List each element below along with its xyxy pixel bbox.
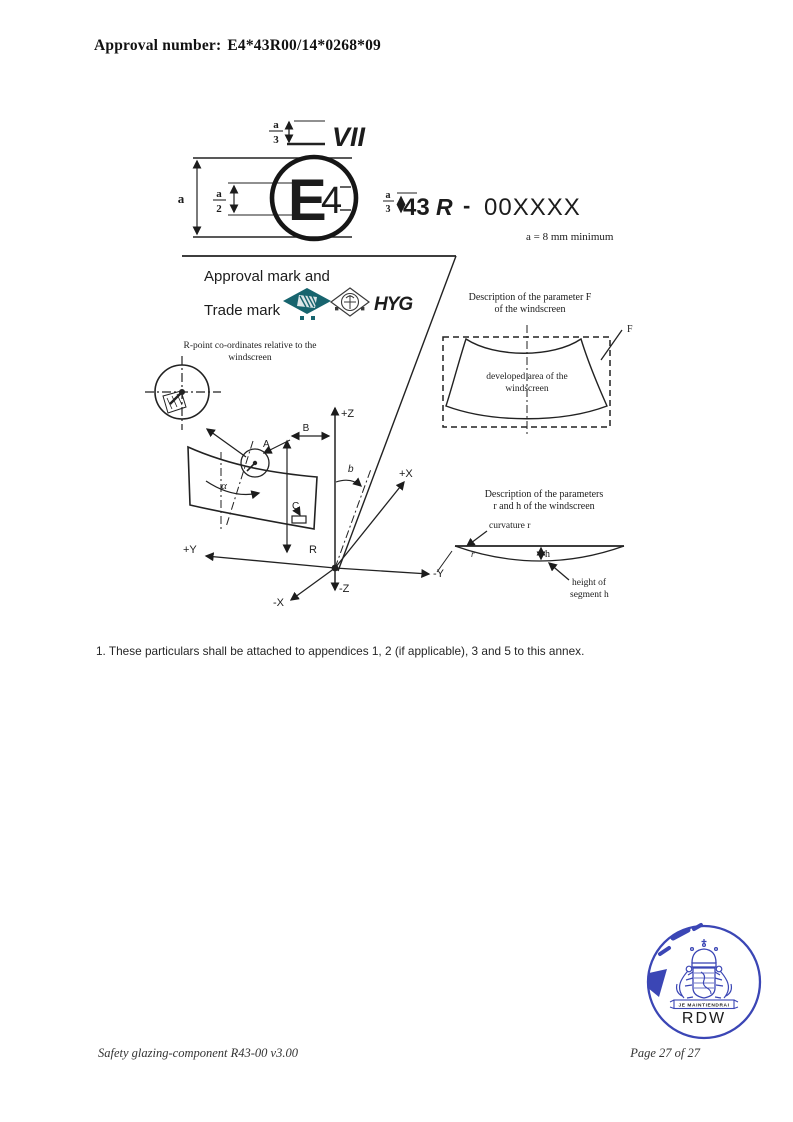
label-r: r: [471, 549, 475, 559]
code-serial: 00XXXX: [484, 194, 581, 221]
rpoint-caption-2: windscreen: [228, 353, 272, 363]
param-f-title-2: of the windscreen: [494, 304, 566, 315]
rdw-lion-icon: [677, 966, 693, 998]
rdw-crown-icon: [691, 939, 718, 967]
emark-main: [178, 157, 356, 239]
axis-ny-label: -Y: [433, 568, 444, 580]
rdw-name-text: RDW: [681, 1010, 727, 1027]
teal-diamond-logo-icon: [283, 288, 331, 320]
frac-a2-num: a: [216, 188, 222, 200]
developed-area-1: developed area of the: [486, 372, 568, 382]
param-f-diagram: [443, 292, 633, 437]
dim-b-label: B: [302, 423, 310, 434]
rdw-shield-icon: [693, 968, 715, 998]
hyg-logo-text: HYG: [374, 294, 413, 315]
param-rh-diagram: [437, 489, 624, 600]
rdw-logo: [638, 920, 768, 1044]
dim-c-label: C: [292, 501, 300, 512]
axis-py-label: +Y: [183, 544, 197, 556]
angle-b-label: b: [348, 464, 354, 475]
param-f-title-1: Description of the parameter F: [468, 292, 592, 303]
variant-label: VII: [332, 122, 366, 152]
rhombus-globe-logo-icon: [331, 288, 369, 316]
frac-a3-num: a: [273, 119, 279, 131]
rdw-motto-text: JE MAINTIENDRAI: [678, 1003, 730, 1009]
min-size-note: a = 8 mm minimum: [526, 231, 614, 243]
callout-line2: Trade mark: [204, 302, 281, 319]
code-dash: -: [463, 193, 471, 218]
callout: [182, 256, 456, 571]
developed-area-2: windscreen: [505, 384, 549, 394]
dim-a-label: a: [177, 191, 185, 206]
approval-number-line: [94, 37, 381, 55]
rpoint-caption-1: R-point co-ordinates relative to the: [183, 341, 317, 351]
label-h: h: [545, 549, 550, 560]
param-rh-title-2: r and h of the windscreen: [493, 501, 595, 512]
dim-a-point-label: A: [263, 439, 270, 450]
code-43: 43: [403, 194, 430, 221]
footer-page-number: Page 27 of 27: [630, 1046, 700, 1060]
frac-a3-den: 3: [273, 134, 279, 146]
axis-pz-label: +Z: [341, 408, 355, 420]
footnote-text: 1. These particulars shall be attached to appendices 1, 2 (if applicable), 3 and 5 to this annex.: [96, 644, 585, 658]
label-f: F: [627, 324, 633, 335]
approval-number-label: Approval number:: [94, 37, 222, 54]
code-r: R: [436, 194, 453, 220]
height-label-1: height of: [572, 578, 607, 588]
footer-document-id: Safety glazing-component R43-00 v3.00: [98, 1046, 298, 1060]
callout-line1: Approval mark and: [204, 268, 330, 285]
axis-px-label: +X: [399, 468, 413, 480]
windscreen-3d: [188, 441, 317, 532]
emark-number-4: 4: [321, 180, 343, 222]
curvature-label: curvature r: [489, 521, 531, 531]
rdw-swoosh-fill: [648, 969, 667, 997]
axes-group: [183, 408, 445, 609]
emark-size-sample: [269, 119, 366, 152]
frac-a2-den: 2: [216, 203, 222, 215]
frac-a3b-den: 3: [385, 204, 391, 215]
emark-code: [383, 190, 614, 243]
origin-r-label: R: [309, 544, 317, 556]
approval-number-value: E4*43R00/14*0268*09: [227, 37, 381, 54]
axis-nz-label: -Z: [339, 583, 350, 595]
frac-a3b-num: a: [385, 190, 391, 201]
rpoint-group: [145, 341, 316, 457]
technical-drawing: [0, 95, 793, 630]
alpha-angle-label: α: [221, 480, 227, 492]
param-rh-title-1: Description of the parameters: [484, 489, 604, 500]
height-label-2: segment h: [570, 590, 609, 600]
emark-letter-e: E: [288, 168, 327, 233]
axis-nx-label: -X: [273, 597, 284, 609]
